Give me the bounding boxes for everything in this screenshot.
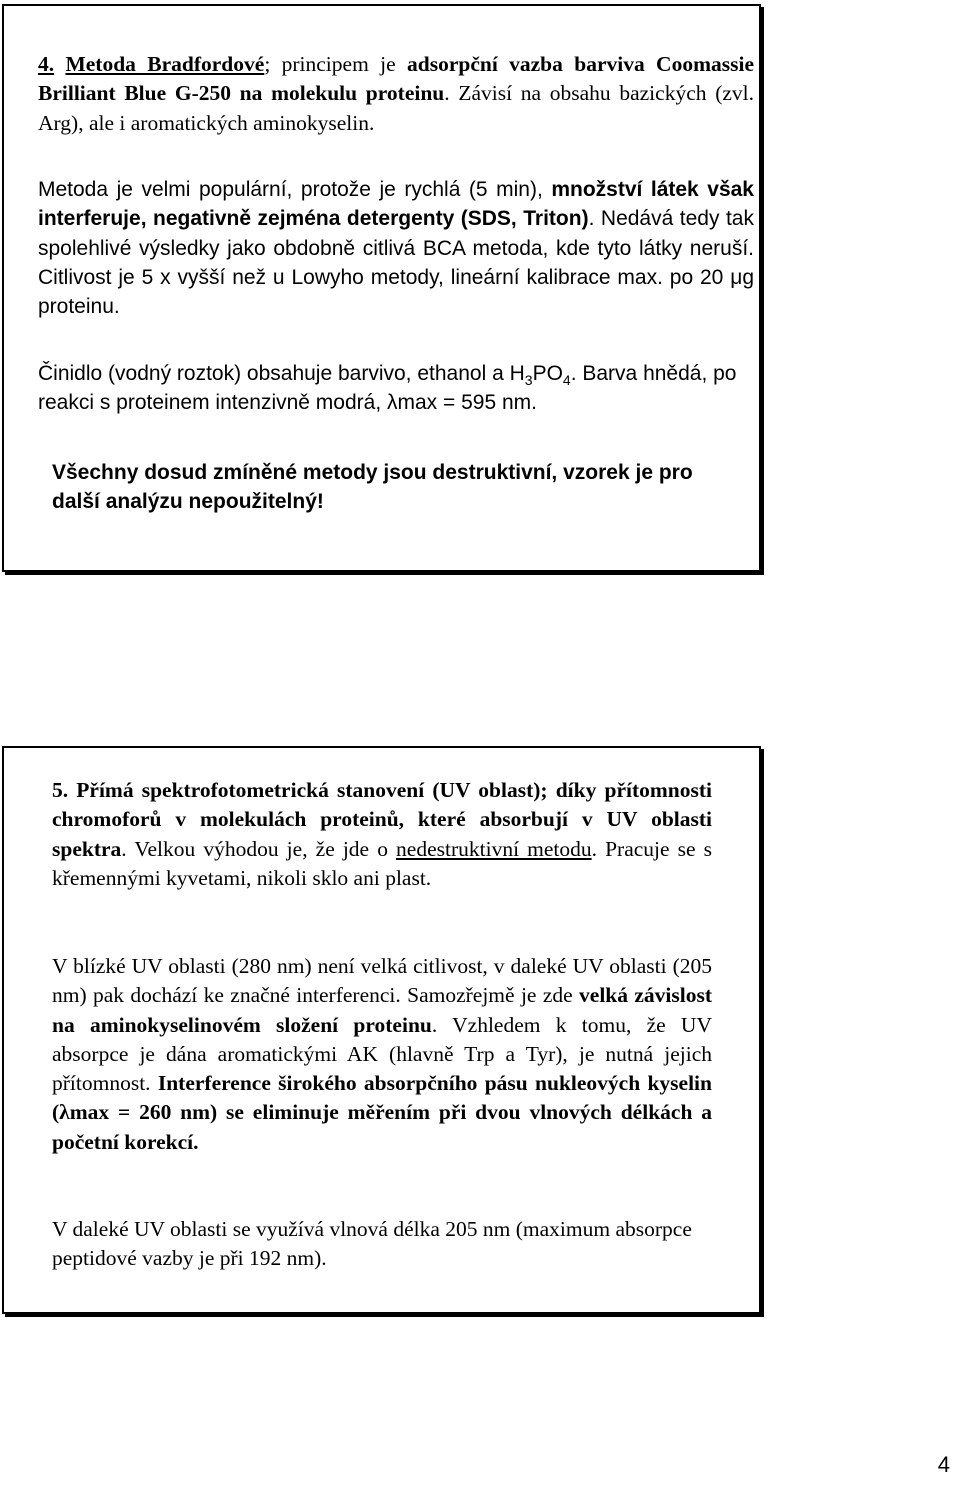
uv-region-paragraph bbox=[52, 952, 712, 1157]
text-run: Činidlo (vodný roztok) obsahuje barvivo, ethanol a H bbox=[38, 362, 525, 385]
bold-run: Interference širokého absorpčního pásu nukleových kyselin (λmax = 260 nm) se eliminuje měřením při dvou vlnových délkách a početní korekcí. bbox=[52, 1071, 712, 1154]
bold-run: 5. Přímá spektrofotometrická stanovení (UV oblast); díky přítomnosti chromoforů v molekulách proteinů, které absorbují v UV oblasti spektra bbox=[52, 778, 712, 861]
text-run: . Velkou výhodou je, že jde o bbox=[121, 836, 397, 861]
uv-spectrophotometry-paragraph bbox=[52, 776, 712, 893]
page-number: 4 bbox=[937, 1452, 950, 1477]
destructive-methods-note: Všechny dosud zmíněné metody jsou destruktivní, vzorek je pro další analýzu nepoužitelný! bbox=[52, 461, 693, 514]
text-run: . Barva hnědá, po reakci s proteinem intenzivně modrá, λmax = 595 nm. bbox=[38, 362, 737, 415]
text-run: Metoda je velmi populární, protože je rychlá (5 min), bbox=[38, 178, 552, 201]
bold-run: adsorpční vazba barviva Coomassie Brilliant Blue G-250 na molekulu proteinu bbox=[38, 52, 754, 106]
bradford-method-paragraph bbox=[38, 50, 754, 138]
section-number: 4. bbox=[38, 52, 55, 76]
subscript: 4 bbox=[562, 372, 571, 388]
bold-run: množství látek však interferuje, negativně zejména detergenty (SDS, Triton) bbox=[38, 178, 754, 231]
text-run: V blízké UV oblasti (280 nm) není velká citlivost, v daleké UV oblasti (205 nm) pak dochází ke značné interferenci. Samozřejmě je zde bbox=[52, 954, 712, 1008]
far-uv-paragraph: V daleké UV oblasti se využívá vlnová délka 205 nm (maximum absorpce peptidové vazby je při 192 nm). bbox=[52, 1217, 692, 1271]
text-run: ; principem je bbox=[264, 52, 407, 76]
text-run: . Pracuje se s křemennými kyvetami, nikoli sklo ani plast. bbox=[52, 836, 713, 890]
text-run: PO bbox=[532, 362, 563, 385]
section-title: Metoda Bradfordové bbox=[65, 52, 265, 76]
bold-run: velká závislost na aminokyselinovém složení proteinu bbox=[52, 983, 713, 1037]
text-run: . Nedává tedy tak spolehlivé výsledky jako obdobně citlivá BCA metoda, kde tyto látky neruší. Citlivost je 5 x vyšší než u Lowyho metody, lineární kalibrace max. po 20 μg proteinu. bbox=[38, 207, 754, 319]
reagent-paragraph bbox=[38, 359, 754, 418]
underlined-run: nedestruktivní metodu bbox=[396, 836, 592, 861]
text-run: . Závisí na obsahu bazických (zvl. Arg), ale i aromatických aminokyselin. bbox=[38, 81, 754, 135]
subscript: 3 bbox=[524, 372, 533, 388]
text-run: . Vzhledem k tomu, že UV absorpce je dána aromatickými AK (hlavně Trp a Tyr), je nutná jejich přítomnost. bbox=[52, 1012, 712, 1096]
method-popularity-paragraph bbox=[38, 175, 754, 321]
